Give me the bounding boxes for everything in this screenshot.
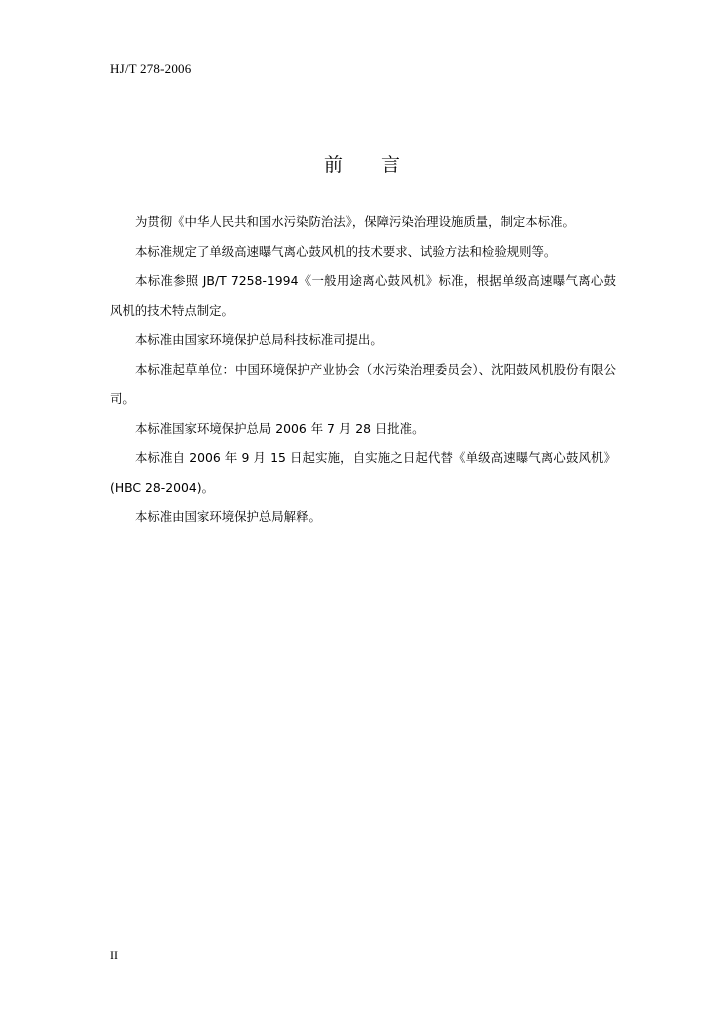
preface-body [110, 207, 616, 532]
paragraph-implementation: 本标准自 2006 年 9 月 15 日起实施，自实施之日起代替《单级高速曝气离心鼓风机》(HBC 28-2004)。 [110, 450, 616, 495]
paragraph-scope: 本标准规定了单级高速曝气离心鼓风机的技术要求、试验方法和检验规则等。 [135, 243, 557, 259]
paragraph-drafters: 本标准起草单位：中国环境保护产业协会（水污染治理委员会）、沈阳鼓风机股份有限公司。 [110, 361, 616, 406]
page-number: II [110, 948, 118, 962]
paragraph-purpose: 为贯彻《中华人民共和国水污染防治法》，保障污染治理设施质量，制定本标准。 [135, 214, 575, 229]
paragraph-approval: 本标准国家环境保护总局 2006 年 7 月 28 日批准。 [135, 420, 425, 436]
paragraph-reference: 本标准参照 JB/T 7258-1994《一般用途离心鼓风机》标准，根据单级高速曝气离心鼓风机的技术特点制定。 [110, 273, 616, 318]
paragraph-interpretation: 本标准由国家环境保护总局解释。 [135, 509, 321, 524]
page-title: 前言 [323, 154, 438, 176]
paragraph-proposer: 本标准由国家环境保护总局科技标准司提出。 [135, 332, 383, 347]
standard-code: HJ/T 278-2006 [110, 61, 192, 76]
